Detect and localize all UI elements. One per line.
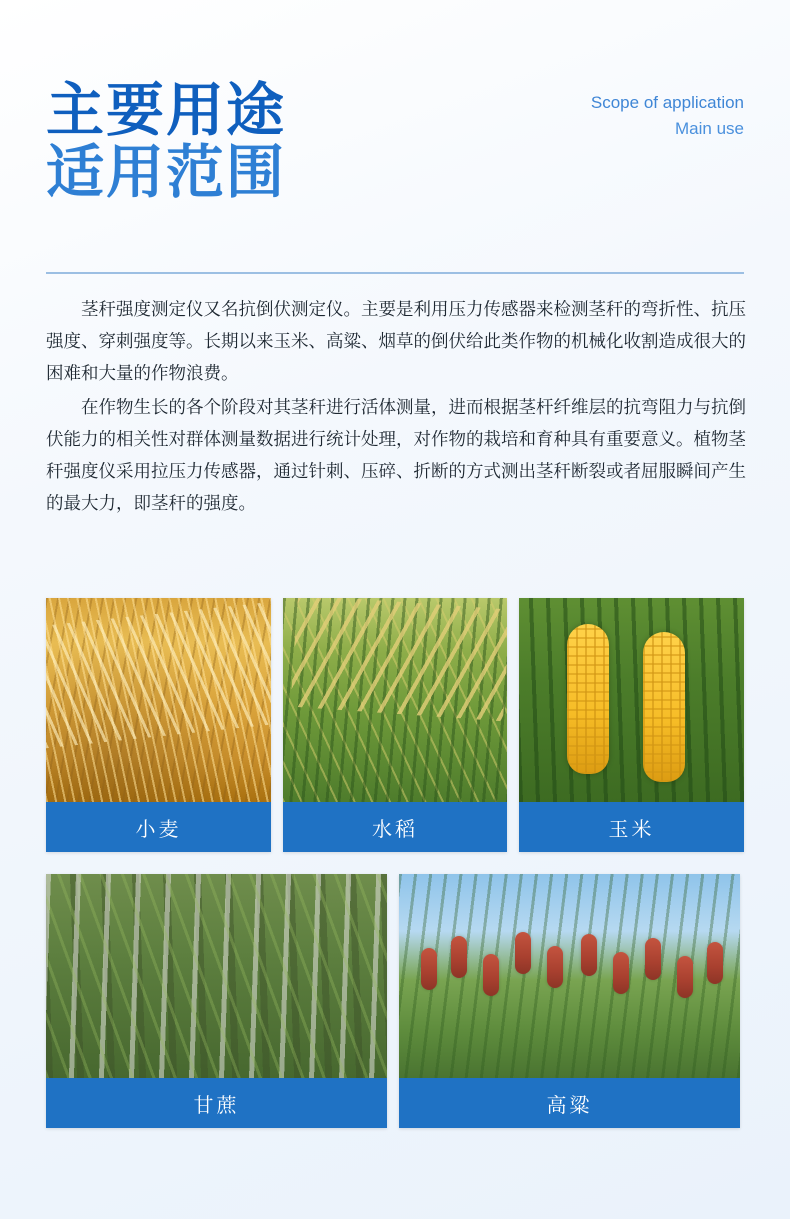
description-paragraph-2: 在作物生长的各个阶段对其茎秆进行活体测量，进而根据茎杆纤维层的抗弯阻力与抗倒伏能力的相关性对群体测量数据进行统计处理，对作物的栽培和育种具有重要意义。植物茎秆强度仪采用拉压力传感器，通过针刺、压碎、折断的方式测出茎秆断裂或者屈服瞬间产生的最大力，即茎秆的强度。 <box>46 397 746 513</box>
page-subtitle <box>591 90 744 142</box>
sorghum-panicle <box>515 932 531 974</box>
subtitle-english-mainuse: Main use <box>675 119 744 138</box>
crop-card-corn <box>519 598 744 852</box>
crop-card-sorghum-caption: 高粱 <box>399 1078 740 1128</box>
crop-card-wheat-caption: 小麦 <box>46 802 271 852</box>
corn-cob-right <box>643 632 685 782</box>
crop-card-row-2 <box>46 874 744 1128</box>
page-title-line-1: 主要用途 <box>46 78 287 143</box>
crop-card-row-1 <box>46 598 744 852</box>
crop-card-corn-caption: 玉米 <box>519 802 744 852</box>
sorghum-panicle <box>613 952 629 994</box>
description-paragraph-1: 茎秆强度测定仪又名抗倒伏测定仪。主要是利用压力传感器来检测茎秆的弯折性、抗压强度、穿刺强度等。长期以来玉米、高粱、烟草的倒伏给此类作物的机械化收割造成很大的困难和大量的作物浪费。 <box>46 299 746 383</box>
page-title-line-2: 适用范围 <box>46 140 287 205</box>
wheat-field-photo <box>46 598 271 802</box>
sorghum-panicle <box>547 946 563 988</box>
sorghum-panicle <box>421 948 437 990</box>
corn-cob-left <box>567 624 609 774</box>
sorghum-panicle <box>645 938 661 980</box>
sugarcane-field-photo <box>46 874 387 1078</box>
crop-card-sugarcane <box>46 874 387 1128</box>
corn-field-photo <box>519 598 744 802</box>
subtitle-english-scope: Scope of application <box>590 93 744 112</box>
description-text <box>46 293 746 521</box>
sorghum-panicle <box>581 934 597 976</box>
sorghum-field-photo <box>399 874 740 1078</box>
page-header <box>46 80 744 250</box>
rice-field-photo <box>283 598 507 802</box>
header-divider <box>46 272 744 274</box>
page-title <box>46 80 286 204</box>
crop-card-rice-caption: 水稻 <box>283 802 507 852</box>
sorghum-panicle <box>677 956 693 998</box>
crop-card-wheat <box>46 598 271 852</box>
crop-card-sorghum <box>399 874 740 1128</box>
sorghum-panicle <box>451 936 467 978</box>
sorghum-panicle <box>707 942 723 984</box>
sorghum-panicle <box>483 954 499 996</box>
crop-card-sugarcane-caption: 甘蔗 <box>46 1078 387 1128</box>
crop-card-rice <box>283 598 507 852</box>
